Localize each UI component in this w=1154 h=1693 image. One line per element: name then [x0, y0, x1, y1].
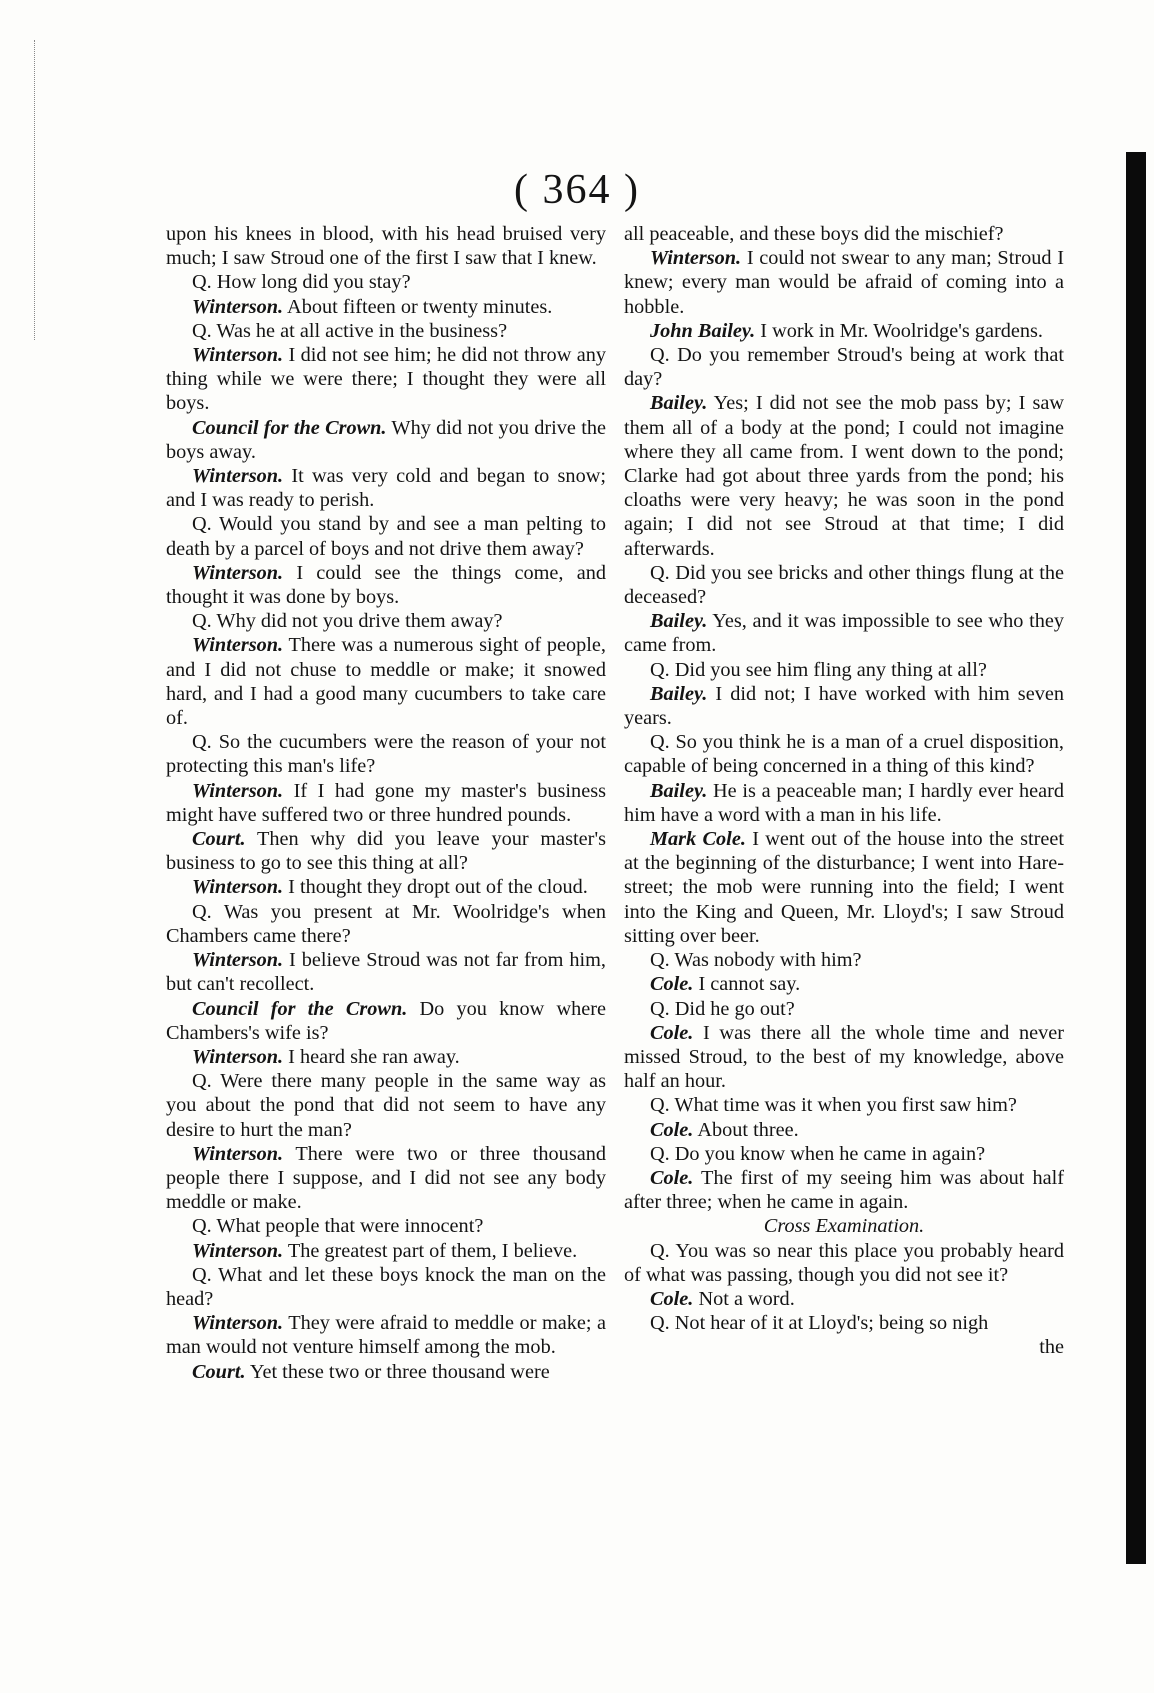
paragraph [166, 1263, 606, 1311]
paragraph [624, 1118, 1064, 1142]
speaker-name: Bailey. [650, 610, 708, 633]
paragraph [624, 1021, 1064, 1094]
paragraph [624, 948, 1064, 972]
paragraph-text: Q. Was nobody with him? [650, 949, 862, 972]
paragraph [624, 682, 1064, 730]
speaker-name: Court. [192, 828, 246, 851]
paragraph-text: The first of my seeing him was about half after three; when he came in again. [624, 1166, 1064, 1214]
paragraph [166, 997, 606, 1045]
speaker-name: Winterson. [192, 1045, 284, 1068]
paragraph-text: I could see the things come, and thought it was done by boys. [166, 561, 606, 609]
paragraph-text: all peaceable, and these boys did the mischief? [624, 223, 1004, 245]
paragraph [166, 1142, 606, 1215]
paragraph [166, 827, 606, 875]
speaker-name: Cole. [650, 973, 694, 996]
left-column [166, 222, 606, 1384]
speaker-name: Cole. [650, 1021, 694, 1044]
paragraph-text: Q. Not hear of it at Lloyd's; being so nigh [650, 1312, 989, 1335]
paragraph-text: I did not; I have worked with him seven years. [624, 682, 1064, 730]
paragraph-text: Q. Would you stand by and see a man pelting to death by a parcel of boys and not drive them away? [166, 513, 606, 560]
speaker-name: Cole. [650, 1118, 694, 1141]
paragraph-text: Q. How long did you stay? [192, 271, 411, 294]
paragraph-text: About three. [693, 1118, 799, 1141]
paragraph-text: I believe Stroud was not far from him, but can't recollect. [166, 949, 606, 996]
speaker-name: Winterson. [192, 344, 284, 367]
paragraph-text: the [1039, 1336, 1064, 1359]
paragraph-text: I could not swear to any man; Stroud I knew; every man would be afraid of coming into a hobble. [624, 247, 1064, 318]
speaker-name: Cole. [650, 1287, 694, 1310]
speaker-name: Winterson. [192, 949, 284, 972]
paragraph-text: Yet these two or three thousand were [245, 1360, 550, 1383]
paragraph [624, 1287, 1064, 1311]
paragraph [166, 222, 606, 270]
speaker-name: Bailey. [650, 682, 708, 705]
paragraph-text: Q. What people that were innocent? [192, 1215, 484, 1238]
paragraph-text: It was very cold and began to snow; and I was ready to perish. [166, 465, 606, 512]
speaker-name: John Bailey. [650, 319, 756, 342]
paragraph-text: Cross Examination. [763, 1215, 925, 1238]
paragraph [166, 512, 606, 560]
paragraph-text: Q. So you think he is a man of a cruel disposition, capable of being concerned in a thing of this kind? [624, 731, 1064, 778]
paragraph-text: Yes; I did not see the mob pass by; I saw them all of a body at the pond; I could not imagine where they all came from. I went down to the pond; Clarke had got about three yards from the pond; his cloaths were very heavy; he was soon in the pond again; I did not see Stroud at that time; I did afterwards. [624, 392, 1064, 560]
speaker-name: Winterson. [192, 465, 284, 488]
paragraph-text: About fifteen or twenty minutes. [283, 295, 553, 318]
paragraph [166, 1239, 606, 1263]
paragraph [166, 779, 606, 827]
paragraph [624, 779, 1064, 827]
scan-edge-bar [1126, 152, 1146, 1564]
paragraph-text: They were afraid to meddle or make; a man would not venture himself among the mob. [166, 1312, 606, 1359]
paragraph [166, 295, 606, 319]
paragraph [624, 827, 1064, 948]
paragraph-text: I work in Mr. Woolridge's gardens. [755, 319, 1043, 342]
paragraph [624, 246, 1064, 319]
paragraph-text: He is a peaceable man; I hardly ever heard him have a word with a man in his life. [624, 779, 1064, 826]
paragraph-text: Q. Did he go out? [650, 997, 795, 1020]
paragraph [166, 1069, 606, 1142]
speaker-name: Council for the Crown. [192, 416, 387, 439]
speaker-name: Court. [192, 1360, 246, 1383]
paragraph-text: Not a word. [693, 1287, 795, 1310]
speaker-name: Mark Cole. [650, 828, 746, 851]
paragraph [166, 900, 606, 948]
paragraph [166, 875, 606, 899]
speaker-name: Winterson. [192, 634, 284, 657]
paragraph-text: Q. Do you remember Stroud's being at work that day? [624, 344, 1064, 391]
speaker-name: Winterson. [192, 1142, 284, 1165]
paragraph-text: I did not see him; he did not throw any thing while we were there; I thought they were all boys. [166, 344, 606, 415]
paragraph-text: Q. So the cucumbers were the reason of your not protecting this man's life? [166, 731, 606, 778]
paragraph [624, 343, 1064, 391]
paragraph [166, 948, 606, 996]
paragraph-text: Q. Was you present at Mr. Woolridge's when Chambers came there? [166, 900, 606, 947]
page-number: ( 364 ) [514, 167, 640, 213]
paragraph [624, 997, 1064, 1021]
speaker-name: Winterson. [192, 876, 284, 899]
paragraph [166, 1311, 606, 1359]
paragraph-text: Q. You was so near this place you probably heard of what was passing, though you did not see it? [624, 1239, 1064, 1286]
paragraph [624, 561, 1064, 609]
paragraph-text: Q. Do you know when he came in again? [650, 1142, 986, 1165]
paragraph [624, 1142, 1064, 1166]
speaker-name: Bailey. [650, 779, 708, 802]
paragraph [166, 1214, 606, 1238]
paragraph [624, 1093, 1064, 1117]
speaker-name: Winterson. [192, 561, 284, 584]
paragraph-text: I heard she ran away. [283, 1045, 460, 1068]
paragraph [624, 730, 1064, 778]
paragraph [166, 416, 606, 464]
paragraph [166, 270, 606, 294]
paragraph [624, 1335, 1064, 1359]
paragraph [166, 730, 606, 778]
paragraph [624, 1311, 1064, 1335]
paragraph [166, 609, 606, 633]
paragraph-text: There was a numerous sight of people, and I did not chuse to meddle or make; it snowed hard, and I had a good many cucumbers to take care of. [166, 634, 606, 730]
paragraph-text: Why did not you drive the boys away. [166, 416, 606, 463]
paragraph [166, 319, 606, 343]
speaker-name: Winterson. [192, 1239, 284, 1262]
paragraph [624, 1166, 1064, 1214]
paragraph-text: Q. Did you see him fling any thing at all? [650, 658, 987, 681]
paragraph [624, 1214, 1064, 1238]
paragraph [166, 561, 606, 609]
speaker-name: Council for the Crown. [192, 997, 408, 1020]
speaker-name: Winterson. [192, 1312, 284, 1335]
paragraph-text: Yes, and it was impossible to see who they came from. [624, 610, 1064, 657]
paragraph-text: Q. Were there many people in the same way as you about the pond that did not seem to have any desire to hurt the man? [166, 1070, 606, 1141]
paragraph [166, 633, 606, 730]
paragraph-text: I went out of the house into the street at the beginning of the disturbance; I went into Hare-street; the mob were running into the field; I went into the King and Queen, Mr. Lloyd's; I saw Stroud sitting over beer. [624, 828, 1064, 947]
speaker-name: Winterson. [192, 295, 284, 318]
paragraph [624, 222, 1064, 246]
paragraph-text: Then why did you leave your master's business to go to see this thing at all? [166, 828, 606, 875]
paragraph-text: Q. What time was it when you first saw him? [650, 1094, 1017, 1117]
paragraph-text: The greatest part of them, I believe. [283, 1239, 578, 1262]
paragraph [624, 972, 1064, 996]
paragraph-text: upon his knees in blood, with his head bruised very much; I saw Stroud one of the first I saw that I knew. [166, 223, 606, 270]
paragraph [624, 609, 1064, 657]
speaker-name: Winterson. [192, 779, 284, 802]
paragraph-text: Q. Was he at all active in the business? [192, 319, 508, 342]
paragraph [166, 1360, 606, 1384]
paragraph-text: If I had gone my master's business might have suffered two or three hundred pounds. [166, 779, 606, 826]
speaker-name: Winterson. [650, 247, 742, 270]
paragraph-text: There were two or three thousand people there I suppose, and I did not see any body meddle or make. [166, 1142, 606, 1214]
paragraph-text: Q. Did you see bricks and other things flung at the deceased? [624, 561, 1064, 609]
paragraph-text: Do you know where Chambers's wife is? [166, 997, 606, 1044]
paragraph [624, 319, 1064, 343]
paragraph [166, 464, 606, 512]
paragraph [166, 343, 606, 416]
paragraph-text: Q. What and let these boys knock the man on the head? [166, 1263, 606, 1310]
right-column [624, 222, 1064, 1360]
paragraph [624, 1239, 1064, 1287]
speaker-name: Cole. [650, 1166, 694, 1189]
paragraph [624, 658, 1064, 682]
paragraph-text: I was there all the whole time and never missed Stroud, to the best of my knowledge, above half an hour. [624, 1021, 1064, 1093]
paragraph [166, 1045, 606, 1069]
paragraph-text: I cannot say. [693, 973, 801, 996]
speaker-name: Bailey. [650, 392, 708, 415]
paragraph-text: I thought they dropt out of the cloud. [283, 876, 588, 899]
paragraph-text: Q. Why did not you drive them away? [192, 610, 503, 633]
paragraph [624, 391, 1064, 560]
